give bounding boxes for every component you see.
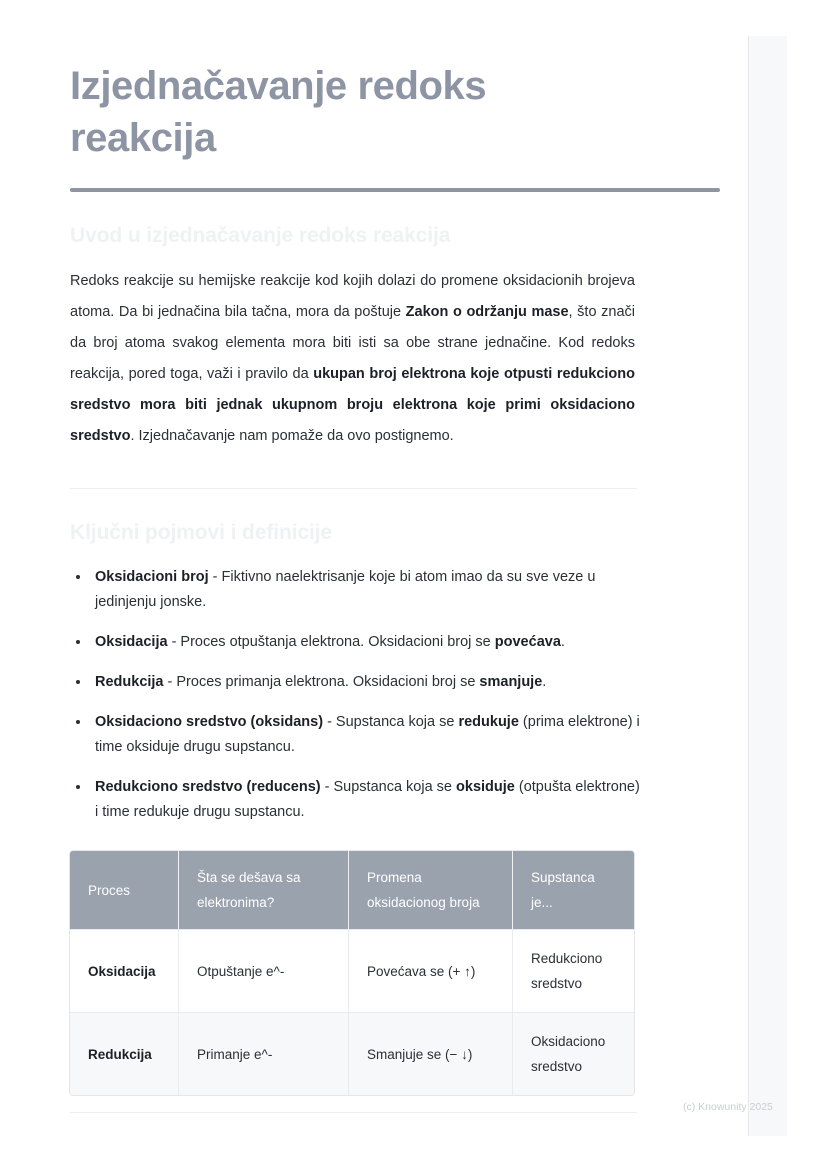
term-label: Redukcija <box>95 674 164 690</box>
term-label: Oksidacioni broj <box>95 569 209 585</box>
list-item <box>70 710 640 760</box>
term-text-after: (prima elektrone) i time oksiduje drugu supstancu. <box>95 714 640 755</box>
page-title: Izjednačavanje redoks reakcija <box>70 64 487 160</box>
list-item <box>70 630 640 655</box>
table-cell-process: Redukcija <box>70 1012 179 1095</box>
section-divider-1 <box>70 488 637 489</box>
term-text-before: - Proces otpuštanja elektrona. Oksidacioni broj se <box>167 634 495 650</box>
intro-bold-2: ukupan broj elektrona koje otpusti redukciono sredstvo mora biti jednak ukupnom broju elektrona koje primi oksidaciono sredstvo <box>70 366 635 444</box>
intro-text-part-3: . Izjednačavanje nam pomaže da ovo postignemo. <box>130 428 454 444</box>
intro-bold-1: Zakon o održanju mase <box>405 304 569 320</box>
term-text-after: . <box>560 634 565 650</box>
term-emphasis: oksiduje <box>456 779 515 795</box>
table-cell-substance: Redukciono sredstvo <box>513 929 634 1012</box>
section-heading-key-terms: Ključni pojmovi i definicije <box>70 521 333 544</box>
term-label: Oksidacija <box>95 634 168 650</box>
table-row <box>70 1012 634 1095</box>
table-cell-substance: Oksidaciono sredstvo <box>513 1012 634 1095</box>
footer-credit: (c) Knowunity 2025 <box>683 1101 773 1113</box>
table-header-row <box>70 851 634 929</box>
key-terms-list <box>70 565 640 825</box>
comparison-table-wrapper <box>70 851 634 1095</box>
table-row <box>70 929 634 1012</box>
table-cell-oxidation-change: Povećava se (+ ↑) <box>349 929 513 1012</box>
term-emphasis: povećava <box>494 634 561 650</box>
page-edge-strip[interactable] <box>748 36 787 1136</box>
term-text-before: - Proces primanja elektrona. Oksidacioni broj se <box>163 674 480 690</box>
list-item <box>70 565 640 615</box>
term-label: Redukciono sredstvo (reducens) <box>95 779 321 795</box>
term-label: Oksidaciono sredstvo (oksidans) <box>95 714 324 730</box>
term-text-before: - Supstanca koja se <box>323 714 459 730</box>
list-item <box>70 670 640 695</box>
term-text-after: (otpušta elektrone) i time redukuje drugu supstancu. <box>95 779 640 820</box>
term-text-after: . <box>542 674 547 690</box>
term-emphasis: smanjuje <box>479 674 543 690</box>
redox-comparison-table <box>70 851 634 1095</box>
table-cell-oxidation-change: Smanjuje se (− ↓) <box>349 1012 513 1095</box>
intro-text-part-2: , što znači da broj atoma svakog elementa mora biti isti sa obe strane jednačine. Kod redoks reakcija, pored toga, važi i pravilo da <box>70 304 635 382</box>
table-header-cell: Proces <box>70 851 179 929</box>
intro-text-part-1: Redoks reakcije su hemijske reakcije kod kojih dolazi do promene oksidacionih brojeva atoma. Da bi jednačina bila tačna, mora da poštuje <box>70 273 635 320</box>
table-header-cell: Promena oksidacionog broja <box>349 851 513 929</box>
table-cell-process: Oksidacija <box>70 929 179 1012</box>
footer-divider <box>70 1112 637 1113</box>
title-divider <box>70 188 720 192</box>
table-header-cell: Supstanca je... <box>513 851 634 929</box>
term-text-before: - Fiktivno naelektrisanje koje bi atom imao da su sve veze u jedinjenju jonske. <box>95 569 596 610</box>
intro-paragraph <box>70 266 635 452</box>
table-cell-electrons: Otpuštanje e^- <box>179 929 349 1012</box>
term-emphasis: redukuje <box>458 714 519 730</box>
table-cell-electrons: Primanje e^- <box>179 1012 349 1095</box>
list-item <box>70 775 640 825</box>
term-text-before: - Supstanca koja se <box>320 779 457 795</box>
table-header-cell: Šta se dešava sa elektronima? <box>179 851 349 929</box>
section-heading-intro: Uvod u izjednačavanje redoks reakcija <box>70 224 451 247</box>
